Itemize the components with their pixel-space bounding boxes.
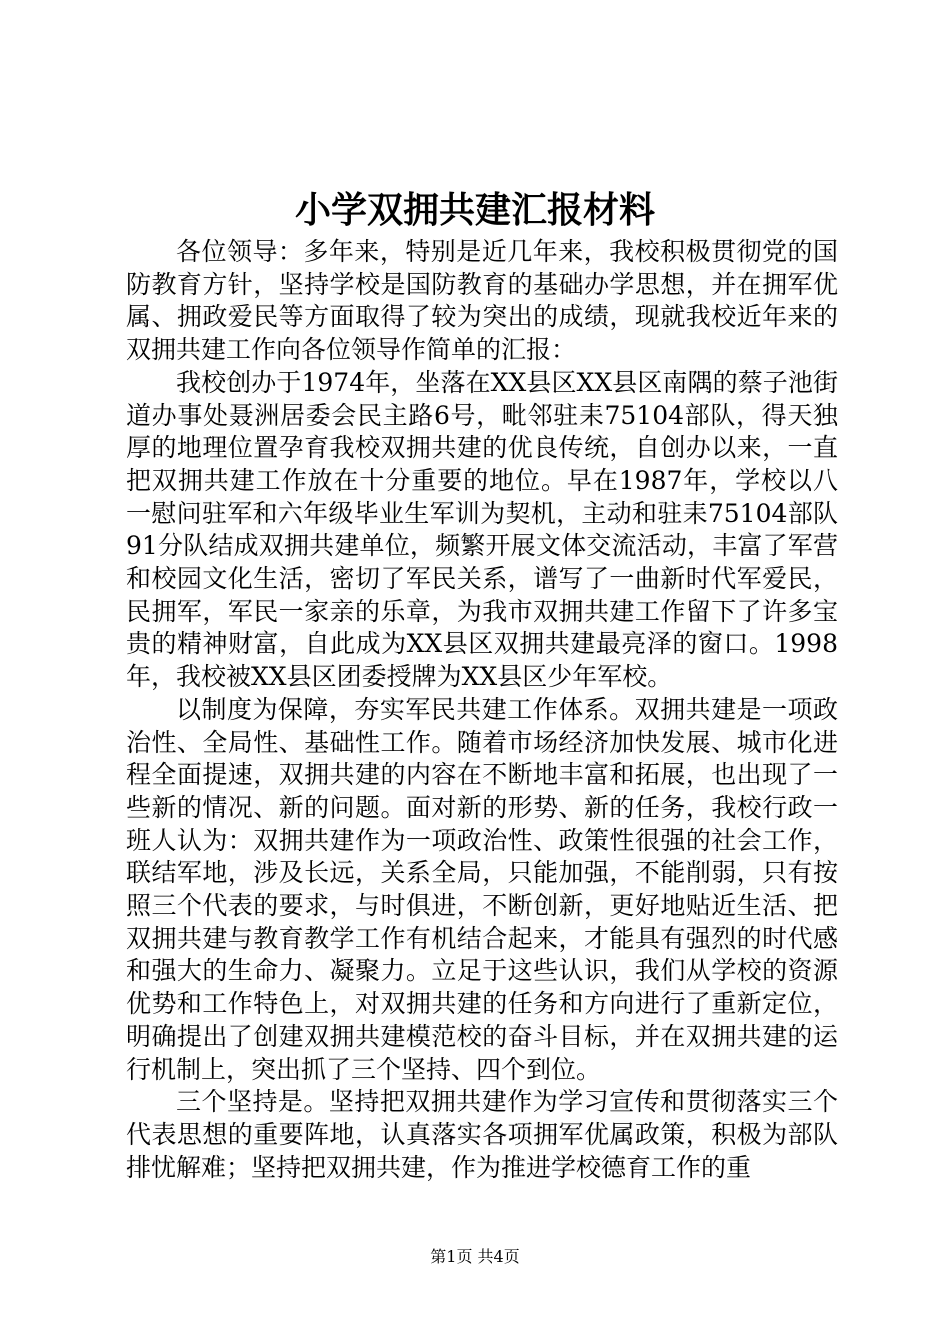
- paragraph: 三个坚持是。坚持把双拥共建作为学习宣传和贯彻落实三个代表思想的重要阵地，认真落实各项拥军优属政策，积极为部队排忧解难；坚持把双拥共建，作为推进学校德育工作的重: [126, 1087, 838, 1182]
- document-body: [126, 236, 838, 1184]
- page-number-footer: 第1页 共4页: [430, 1247, 520, 1266]
- paragraph: 我校创办于1974年，坐落在XX县区XX县区南隅的蔡子池街道办事处聂洲居委会民主路6号，毗邻驻耒75104部队，得天独厚的地理位置孕育我校双拥共建的优良传统，自创办以来，一直把双拥共建工作放在十分重要的地位。早在1987年，学校以八一慰问驻军和六年级毕业生军训为契机，主动和驻耒75104部队91分队结成双拥共建单位，频繁开展文体交流活动，丰富了军营和校园文化生活，密切了军民关系，谱写了一曲新时代军爱民，民拥军，军民一家亲的乐章，为我市双拥共建工作留下了许多宝贵的精神财富，自此成为XX县区双拥共建最亮泽的窗口。1998年，我校被XX县区团委授牌为XX县区少年军校。: [126, 367, 838, 692]
- paragraph: 以制度为保障，夯实军民共建工作体系。双拥共建是一项政治性、全局性、基础性工作。随着市场经济加快发展、城市化进程全面提速，双拥共建的内容在不断地丰富和拓展，也出现了一些新的情况、新的问题。面对新的形势、新的任务，我校行政一班人认为：双拥共建作为一项政治性、政策性很强的社会工作，联结军地，涉及长远，关系全局，只能加强，不能削弱，只有按照三个代表的要求，与时俱进，不断创新，更好地贴近生活、把双拥共建与教育教学工作有机结合起来，才能具有强烈的时代感和强大的生命力、凝聚力。立足于这些认识，我们从学校的资源优势和工作特色上，对双拥共建的任务和方向进行了重新定位，明确提出了创建双拥共建模范校的奋斗目标，并在双拥共建的运行机制上，突出抓了三个坚持、四个到位。: [126, 694, 838, 1084]
- document-title: 小学双拥共建汇报材料: [294, 189, 655, 231]
- paragraph: 各位领导：多年来，特别是近几年来，我校积极贯彻党的国防教育方针，坚持学校是国防教育的基础办学思想，并在拥军优属、拥政爱民等方面取得了较为突出的成绩，现就我校近年来的双拥共建工作向各位领导作简单的汇报：: [126, 237, 838, 365]
